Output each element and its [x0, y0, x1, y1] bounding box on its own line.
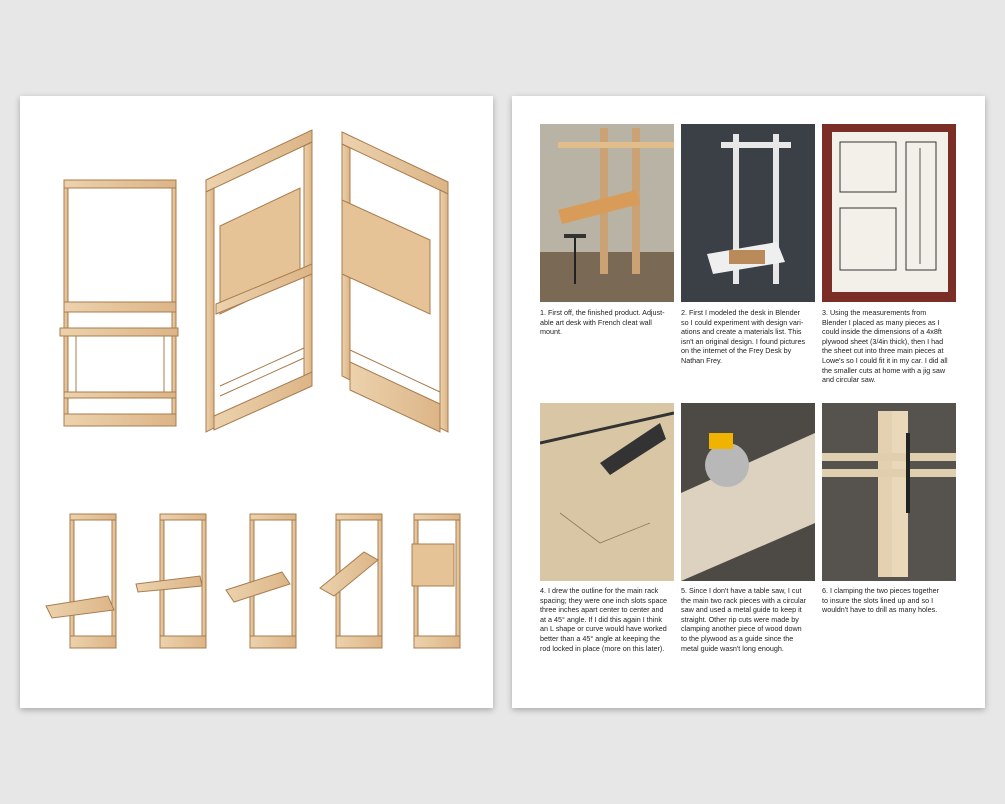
desk-render-illustration	[20, 96, 493, 708]
photo-plywood-sketch	[822, 124, 956, 302]
photo-rack-outline	[540, 403, 674, 581]
left-page	[20, 96, 493, 708]
caption-step-3: 3. Using the measurements from Blender I placed as many pieces as I could inside the dimensions of a 4x8ft plywood sheet (3/4in thick), then I had the sheet cut into three main pieces at Lowe's so I could fit it in my car. I did all the smaller cuts at home with a jig saw and circular saw.	[822, 308, 948, 385]
caption-step-4: 4. I drew the outline for the main rack spacing; they were one inch slots space three inches apart center to center and at a 45° angle. If I did this again I think an L shape or curve would have worked better than a 45° angle at keeping the rod locked in place (more on this later).	[540, 586, 668, 653]
photo-circular-saw	[681, 403, 815, 581]
position-sequence	[46, 514, 460, 648]
front-view-desk	[60, 180, 178, 426]
position-5	[412, 514, 460, 648]
isometric-folded-desk	[342, 132, 448, 432]
photo-clamping	[822, 403, 956, 581]
isometric-view-desk	[206, 130, 312, 432]
position-1	[46, 514, 116, 648]
right-page	[512, 96, 985, 708]
caption-step-2: 2. First I modeled the desk in Blender so I could experiment with design vari- ations and create a materials list. This isn't an original design. I found pictures on the internet of the Frey Desk by Nathan Frey.	[681, 308, 806, 365]
position-3	[226, 514, 296, 648]
photo-blender-model	[681, 124, 815, 302]
caption-step-6: 6. I clamping the two pieces together to insure the slots lined up and so I wouldn't have to drill as many holes.	[822, 586, 940, 615]
photo-finished-desk	[540, 124, 674, 302]
position-4	[320, 514, 382, 648]
caption-step-5: 5. Since I don't have a table saw, I cut the main two rack pieces with a circular saw and used a metal guide to keep it straight. Other rip cuts were made by clamping another piece of wood down to the plywood as a guide since the metal guide wasn't long enough.	[681, 586, 807, 653]
caption-step-1: 1. First off, the finished product. Adjust- able art desk with French cleat wall mount.	[540, 308, 665, 337]
position-2	[136, 514, 206, 648]
